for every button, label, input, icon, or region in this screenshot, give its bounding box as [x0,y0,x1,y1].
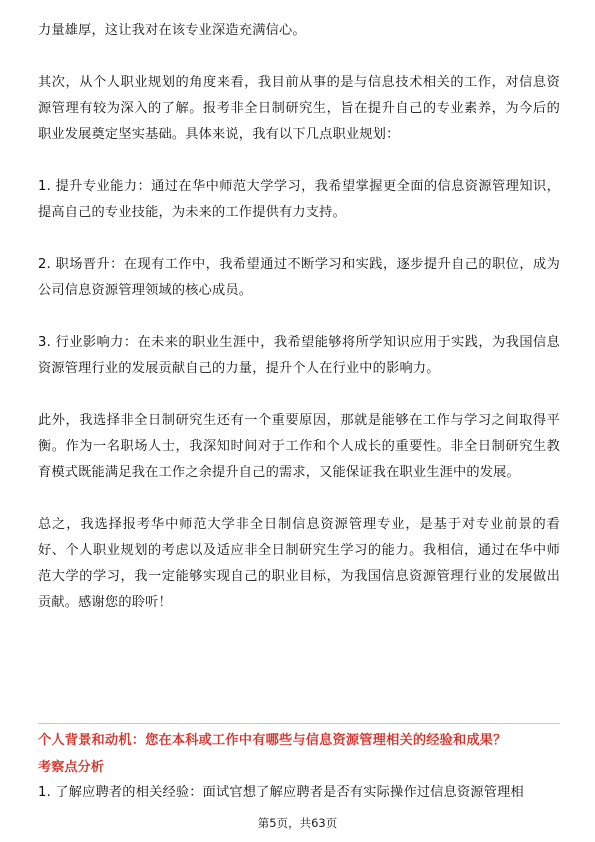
analysis-point-1: 1. 了解应聘者的相关经验：面试官想了解应聘者是否有实际操作过信息资源管理相 [38,785,524,800]
paragraph-career-planning: 其次，从个人职业规划的角度来看，我目前从事的是与信息技术相关的工作，对信息资源管理有较为深入的了解。报考非全日制研究生，旨在提升自己的专业素养，为今后的职业发展奠定坚实基础。具体来说，我有以下几点职业规划： [38,75,560,142]
paragraph-strength-conclusion: 力量雄厚，这让我对在该专业深造充满信心。 [38,23,306,38]
paragraph-plan-promotion: 2. 职场晋升：在现有工作中，我希望通过不断学习和实践，逐步提升自己的职位，成为公司信息资源管理领域的核心成员。 [38,257,560,298]
analysis-heading: 考察点分析 [38,760,104,775]
paragraph-plan-professional-ability: 1. 提升专业能力：通过在华中师范大学学习，我希望掌握更全面的信息资源管理知识，提高自己的专业技能，为未来的工作提供有力支持。 [38,179,560,220]
answer-body [38,18,560,616]
paragraph-plan-industry-influence: 3. 行业影响力：在未来的职业生涯中，我希望能够将所学知识应用于实践，为我国信息资源管理行业的发展贡献自己的力量，提升个人在行业中的影响力。 [38,335,560,376]
section-divider [38,723,560,724]
interview-question: 个人背景和动机：您在本科或工作中有哪些与信息资源管理相关的经验和成果？ [38,733,507,748]
page-number: 第5页，共63页 [257,816,338,830]
paragraph-summary: 总之，我选择报考华中师范大学非全日制信息资源管理专业，是基于对专业前景的看好、个人职业规划的考虑以及适应非全日制研究生学习的能力。我相信，通过在华中师范大学的学习，我一定能够实现自己的职业目标，为我国信息资源管理行业的发展做出贡献。感谢您的聆听！ [38,517,560,610]
paragraph-part-time-reason: 此外，我选择非全日制研究生还有一个重要原因，那就是能够在工作与学习之间取得平衡。作为一名职场人士，我深知时间对于工作和个人成长的重要性。非全日制研究生教育模式既能满足我在工作之余提升自己的需求，又能保证我在职业生涯中的发展。 [38,413,560,480]
